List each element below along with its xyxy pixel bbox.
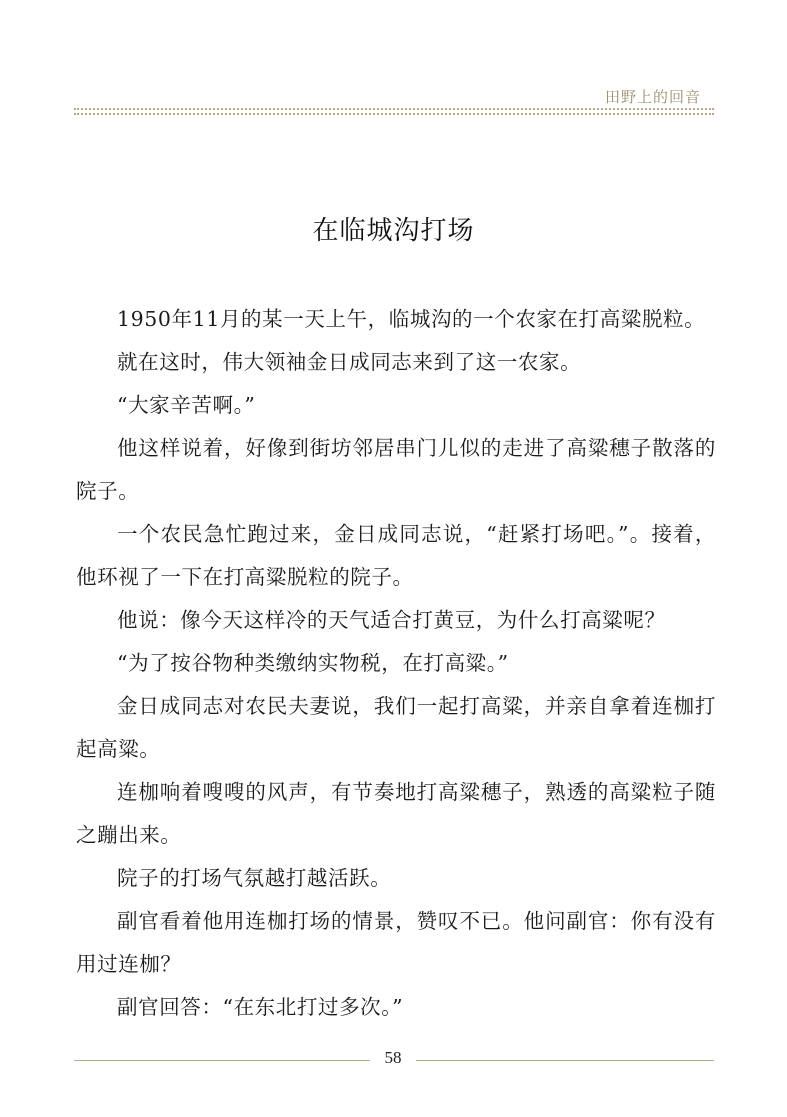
paragraph-12: 副官回答：“在东北打过多次。” [117,995,404,1019]
footer-rule-right [416,1060,714,1061]
paragraph-9: 连枷响着嗖嗖的风声，有节奏地打高粱穗子，熟透的高粱粒子随之蹦出来。 [76,780,716,847]
paragraph-6: 他说：像今天这样冷的天气适合打黄豆，为什么打高粱呢？ [117,608,666,632]
paragraph-4: 他这样说着，好像到街坊邻居串门儿似的走进了高粱穗子散落的院子。 [76,436,716,503]
chapter-title: 在临城沟打场 [312,216,475,246]
paragraph-8: 金日成同志对农民夫妻说，我们一起打高粱，并亲自拿着连枷打起高粱。 [76,694,716,761]
footer-rule-left [74,1060,370,1061]
paragraph-3: “大家辛苦啊。” [117,393,256,417]
paragraph-2: 就在这时，伟大领袖金日成同志来到了这一农家。 [117,350,582,374]
paragraph-11: 副官看着他用连枷打场的情景，赞叹不已。他问副官：你有没有用过连枷？ [76,909,716,976]
body-text [76,298,716,1029]
header-dotted-rule [74,108,714,110]
paragraph-10: 院子的打场气氛越打越活跃。 [117,866,392,890]
paragraph-5: 一个农民急忙跑过来，金日成同志说，“赶紧打场吧。”。接着，他环视了一下在打高粱脱粒的院子。 [76,522,716,589]
page-number: 58 [384,1048,402,1067]
paragraph-7: “为了按谷物种类缴纳实物税，在打高粱。” [117,651,509,675]
paragraph-1: 1950年11月的某一天上午，临城沟的一个农家在打高粱脱粒。 [117,307,706,331]
header-dotted-rule-second [74,113,714,115]
running-header-title: 田野上的回音 [604,88,701,106]
